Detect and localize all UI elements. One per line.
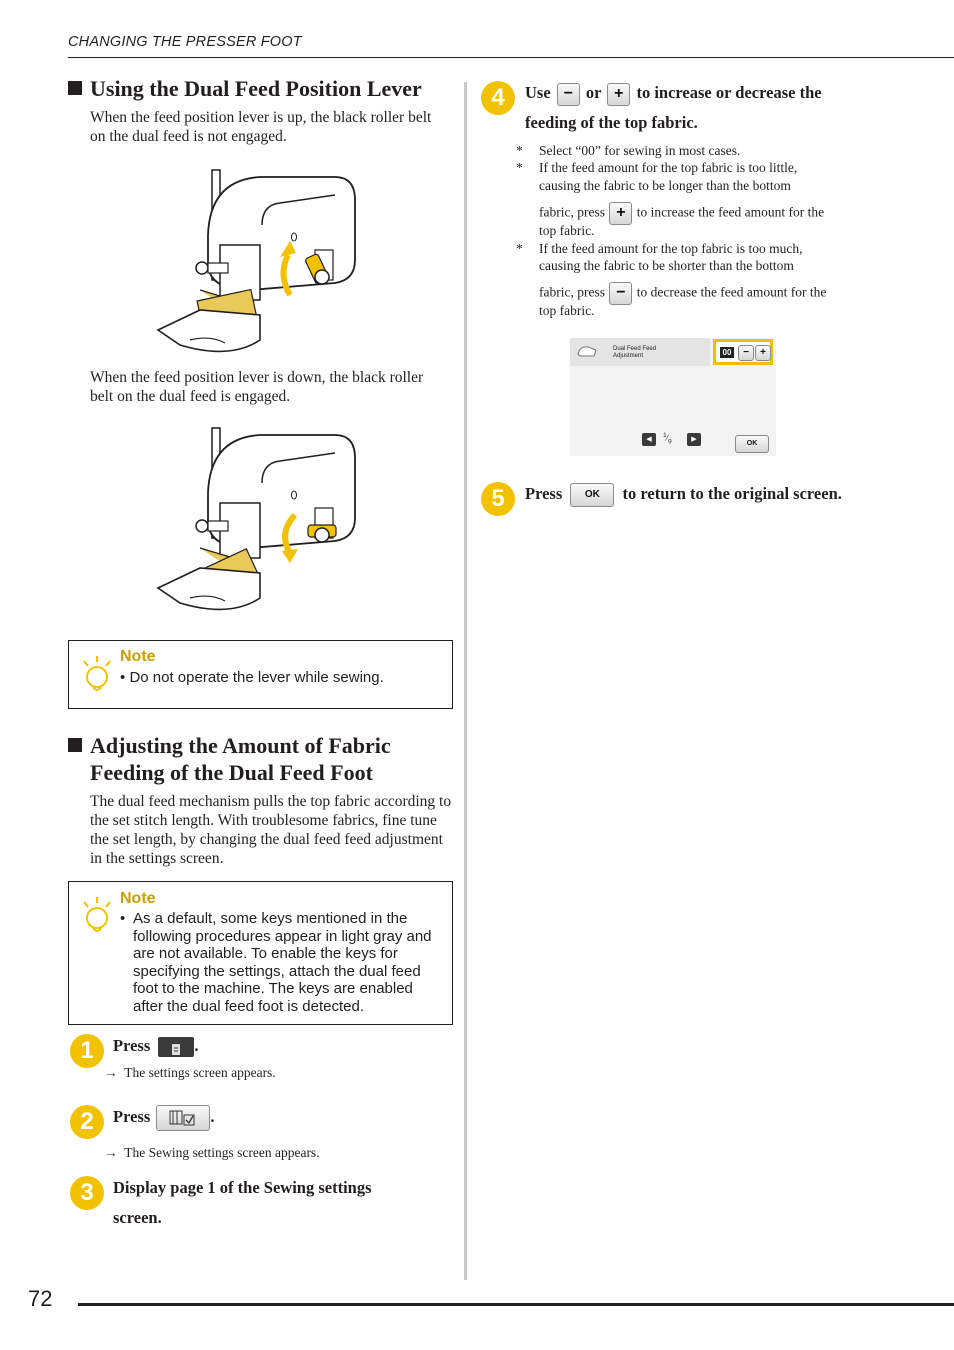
step-number-2: 2	[70, 1105, 104, 1139]
screen-ok-button[interactable]: OK	[735, 435, 769, 453]
step1-instruction: Press .	[113, 1031, 199, 1061]
presser-foot-lever-down-illustration	[150, 423, 365, 618]
note-too-little-line1: If the feed amount for the top fabric is too little,	[539, 160, 798, 175]
asterisk-mark: *	[516, 241, 523, 256]
note-too-little-line3: fabric, press + to increase the feed amount for the	[539, 202, 824, 225]
step-number-3: 3	[70, 1176, 104, 1210]
note-too-little-line2: causing the fabric to be longer than the bottom	[539, 178, 791, 193]
para-dual-feed-mechanism: The dual feed mechanism pulls the top fabric according to the set stitch length. With troublesome fabrics, fine tune the set length, by changing the dual feed feed adjustment in the settings screen.	[90, 793, 452, 867]
running-header: CHANGING THE PRESSER FOOT	[68, 34, 302, 50]
feed-value-display: 00	[720, 347, 734, 358]
minus-key-icon[interactable]: −	[557, 83, 580, 106]
step2-result: → The Sewing settings screen appears.	[104, 1145, 320, 1160]
step-number-1: 1	[70, 1034, 104, 1068]
page-number: 72	[28, 1286, 53, 1311]
sewing-settings-key-icon[interactable]	[156, 1105, 210, 1131]
note-too-little-line4: top fabric.	[539, 223, 595, 238]
screen-plus-button[interactable]: +	[755, 345, 771, 361]
note-too-much-line1: If the feed amount for the top fabric is too much,	[539, 241, 803, 256]
heading-square-icon	[68, 81, 82, 95]
step3-instruction-line2: screen.	[113, 1208, 162, 1227]
plus-key-icon[interactable]: +	[607, 83, 630, 106]
step1-result: → The settings screen appears.	[104, 1065, 276, 1080]
section-heading-fabric-feeding: Adjusting the Amount of Fabric	[68, 732, 391, 759]
section-heading-position-lever: Using the Dual Feed Position Lever	[68, 75, 422, 102]
para-lever-up: When the feed position lever is up, the black roller belt on the dual feed is not engaged.	[90, 109, 432, 145]
ok-key[interactable]: OK	[570, 483, 614, 507]
note-select-00: Select “00” for sewing in most cases.	[539, 143, 741, 158]
page-indicator: $^1⁄_9$	[663, 432, 672, 446]
step4-instruction-line2: feeding of the top fabric.	[525, 113, 698, 132]
note-title: Note	[120, 648, 156, 665]
note-bullet: •	[120, 910, 126, 927]
note-box-default-keys	[68, 881, 453, 1025]
note-box-lever	[68, 640, 453, 709]
minus-key-icon[interactable]: −	[609, 282, 632, 305]
note-too-much-line2: causing the fabric to be shorter than the bottom	[539, 258, 794, 273]
para-lever-down: When the feed position lever is down, the black roller belt on the dual feed is engaged.	[90, 369, 424, 405]
page-next-button[interactable]: ▶	[687, 433, 701, 446]
step3-instruction-line1: Display page 1 of the Sewing settings	[113, 1178, 372, 1197]
settings-key-icon[interactable]	[158, 1037, 194, 1057]
step-number-4: 4	[481, 81, 515, 115]
settings-screen-mockup	[570, 338, 776, 456]
header-rule	[68, 57, 954, 58]
note-text: • Do not operate the lever while sewing.	[120, 669, 384, 686]
dual-feed-foot-icon	[576, 344, 598, 358]
step2-instruction: Press .	[113, 1102, 215, 1132]
note-title: Note	[120, 890, 156, 907]
lightbulb-icon	[81, 655, 113, 695]
note-text: As a default, some keys mentioned in the following procedures appear in light gray and are not available. To enable the keys for specifying the settings, attach the dual feed foot to the machine. The keys are enabled after the dual feed foot is detected.	[133, 910, 432, 1015]
asterisk-mark: *	[516, 143, 523, 158]
step5-instruction: Press OK to return to the original screen.	[525, 479, 842, 509]
column-divider	[464, 82, 467, 1280]
step4-instruction-line1: Use − or + to increase or decrease the	[525, 78, 822, 108]
plus-key-icon[interactable]: +	[609, 202, 632, 225]
screen-minus-button[interactable]: −	[738, 345, 754, 361]
heading-square-icon	[68, 738, 82, 752]
page-prev-button[interactable]: ◀	[642, 433, 656, 446]
setting-label: Dual Feed Feed Adjustment	[613, 346, 657, 359]
note-too-much-line4: top fabric.	[539, 303, 595, 318]
presser-foot-lever-up-illustration	[150, 165, 365, 360]
step-number-5: 5	[481, 482, 515, 516]
note-too-much-line3: fabric, press − to decrease the feed amount for the	[539, 282, 826, 305]
section-heading-fabric-feeding-line2: Feeding of the Dual Feed Foot	[90, 760, 373, 785]
lightbulb-icon	[81, 896, 113, 936]
footer-rule	[78, 1303, 954, 1306]
highlighted-adjustment-control	[713, 339, 773, 365]
asterisk-mark: *	[516, 160, 523, 175]
